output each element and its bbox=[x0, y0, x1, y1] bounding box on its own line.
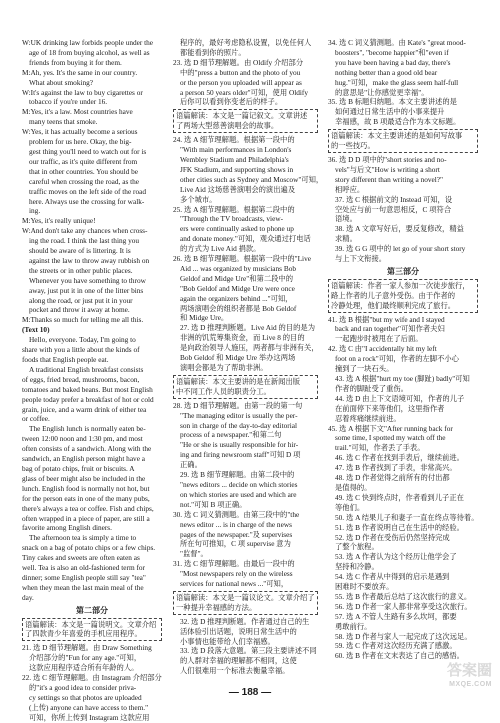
text-line: Whenever you have something to throw bbox=[29, 275, 146, 285]
text-line: Bob Geldof 和 Midge Ure 举办这两场 bbox=[180, 353, 296, 363]
text-line: a person 50 years older"可知，使用 Oldify bbox=[180, 87, 309, 97]
text-line: 幸福感，故 B 项最适合作为本文标题。 bbox=[335, 117, 461, 127]
text-line: Live Aid 这场慈善演唱会的演出遍及 bbox=[180, 184, 296, 194]
text-line: 54. 选 C 作者从中得到的启示是遇到 bbox=[335, 572, 450, 582]
text-line: 多个城市。 bbox=[180, 194, 217, 204]
text-line: "Most newspapers rely on the wireless bbox=[180, 569, 293, 579]
passage-summary-box-a bbox=[22, 618, 162, 642]
text-line: "news editors ... decide on which stories bbox=[180, 479, 298, 489]
text-line: 58. 选 D 作者与家人一起完成了这次远足。 bbox=[335, 631, 472, 641]
text-line: back and ran together"可知作者夫妇 bbox=[335, 324, 445, 334]
text-line: foot on a rock"可知，作者的左脚不小心 bbox=[335, 354, 459, 364]
text-line: Hello, everyone. Today, I'm going to bbox=[29, 335, 136, 345]
text-line: of eggs, fried bread, mushrooms, bacon, bbox=[22, 374, 140, 384]
text-line: away, just put it in one of the litter bins bbox=[29, 285, 144, 295]
text-line: Aid ... was organized by musicians Bob bbox=[180, 263, 296, 273]
text-line: 51. 选 B 作者说明自己在生活中的经验。 bbox=[335, 522, 464, 532]
text-line: 了整个旅程。 bbox=[335, 542, 379, 552]
text-line: the streets or in other public places. bbox=[29, 265, 133, 275]
text-line: 33. 选 D 段落大意题。第三段主要讲述不同 bbox=[180, 646, 317, 656]
text-line: 和 Midge Ure。 bbox=[180, 313, 229, 323]
text-line: hug."可知，make the glass seem half-full bbox=[335, 77, 459, 87]
passage-summary-box-e bbox=[328, 129, 478, 153]
text-line: 作者的脚趾受了重伤。 bbox=[335, 383, 408, 393]
text-line: ing the road. I think the last thing you bbox=[29, 236, 140, 246]
watermark-logo bbox=[422, 664, 492, 694]
answers-24-27 bbox=[173, 135, 324, 373]
summary-line: 语篇解读：作者一家人参加一次徒步旅行， bbox=[331, 280, 470, 290]
column-left bbox=[22, 38, 162, 722]
text-line: 41. 选 B 根据"but my wife and I stayed bbox=[328, 314, 445, 324]
text-line: Tiny cakes and sweets are often eaten as bbox=[22, 553, 140, 563]
text-line: that in other countries. You should be bbox=[29, 166, 139, 176]
text-line: 44. 选 D 由上下文语境可知，作者的儿子 bbox=[335, 393, 465, 403]
text-line: 正确。 bbox=[180, 460, 202, 470]
watermark-text: 答案圈 bbox=[446, 662, 492, 679]
text-line: The English lunch is normally eaten be- bbox=[29, 424, 146, 434]
text-line: 中的"press a button and the photo of you bbox=[180, 67, 301, 77]
text-line: 空处应与前一句意思相反，C 项符合 bbox=[335, 204, 452, 214]
text-line: age of 18 from buying alcohol, as well as bbox=[29, 47, 150, 57]
text-line: 撞到了一块石头。 bbox=[335, 364, 394, 374]
text-line: 60. 选 B 作者在文末表达了自己的感悟。 bbox=[335, 651, 464, 661]
text-line: "The managing editor is usually the per- bbox=[180, 410, 298, 420]
text-line: JFK Stadium, and supporting shows in bbox=[180, 164, 294, 174]
text-line: 36. 选 D D 项中的"short stories and no- bbox=[328, 154, 447, 164]
text-line: Geldof and Midge Ure"和第二段中的 bbox=[180, 273, 294, 283]
text-line: for the person eats in one of the many pubs, bbox=[22, 493, 150, 503]
text-line: 23. 选 D 细节理解题。由 Oldify 介绍部分 bbox=[173, 57, 304, 67]
text-line: glass of beer might also be included in the bbox=[22, 473, 146, 483]
summary-line: 冷静处理，他们最终顺利完成了旅行。 bbox=[331, 300, 456, 310]
text-line: or the person you uploaded will appear as bbox=[180, 77, 302, 87]
text-line: people today prefer a breakfast of hot or cold bbox=[22, 394, 154, 404]
text-line: when they mean the last main meal of the bbox=[22, 582, 144, 592]
text-line: M:Thanks so much for telling me all this. bbox=[22, 315, 144, 325]
text-line: 46. 选 C 作者在找到手表后，继续前进。 bbox=[335, 453, 464, 463]
section-title-part-two: 第二部分 bbox=[76, 605, 108, 615]
text-line: should be aware of is littering. It is bbox=[29, 246, 131, 256]
text-line: 52. 选 D 作者在受伤后仍然坚持完成 bbox=[335, 532, 450, 542]
text-line: trail."可知，作者丢了手表。 bbox=[335, 443, 425, 453]
text-line: ers were continually asked to phone up bbox=[180, 224, 294, 234]
text-line: 程序的，最好考虑隐私设置，以免任何人 bbox=[180, 38, 312, 47]
text-line: 与上下文衔接。 bbox=[335, 254, 387, 264]
text-line: boosters", "become happier"和"even if bbox=[335, 47, 449, 57]
text-line: M:Yes, it's a law. Most countries have bbox=[22, 107, 133, 117]
text-line: 勇敢前行。 bbox=[335, 621, 372, 631]
text-line: 26. 选 B 细节理解题。根据第一段中的"Live bbox=[173, 254, 311, 264]
text-line: careful when crossing the road, as the bbox=[29, 176, 140, 186]
text-line: 39. 选 G G 项中的 let go of your short story bbox=[335, 244, 466, 254]
text-line: lunch. English food is normally not hot, but bbox=[22, 483, 150, 493]
text-line: (上传) anyone can have access to them." bbox=[29, 702, 149, 712]
text-line: ing and firing newsroom staff"可知 D 项 bbox=[180, 450, 301, 460]
text-line: on which stories are used and which are bbox=[180, 489, 297, 499]
passage-summary-box-d bbox=[173, 591, 318, 615]
watermark-url: MXQE.COM bbox=[449, 681, 492, 688]
text-line: 31. 选 C 细节理解题。由最后一段中的 bbox=[173, 559, 295, 569]
text-line: traffic moves on the left side of the road bbox=[29, 186, 146, 196]
text-line: 34. 选 C 词义猜测题。由 Kate's "great mood- bbox=[328, 38, 466, 47]
text-line: 两场演唱会的组织者都是 Bob Geldof bbox=[180, 303, 297, 313]
text-line: 都能看到你的照片。 bbox=[180, 47, 246, 57]
text-line: The afternoon tea is simply a time to bbox=[29, 533, 137, 543]
passage-summary-box-c bbox=[173, 375, 318, 399]
text-line: 相呼应。 bbox=[335, 184, 365, 194]
text-line: 的人群对幸福的理解都不相同，这使 bbox=[180, 656, 297, 666]
text-line: services for national news ..."可知， bbox=[180, 579, 289, 589]
text-line: 人们很难用一个标准去衡量幸福。 bbox=[180, 666, 290, 676]
text-line: 56. 选 D 作者一家人都非常享受这次旅行。 bbox=[335, 601, 472, 611]
text-line: pocket and throw it away at home. bbox=[29, 305, 130, 315]
text-line: well. Tea is also an old-fashioned term for bbox=[22, 563, 145, 573]
text-line: 忍着疼痛继续前进。 bbox=[335, 413, 401, 423]
text-line: 43. 选 A 根据"hurt my toe (脚趾) badly"可知 bbox=[335, 374, 470, 383]
summary-line: 了两场大型慈善演唱会的故事。 bbox=[176, 121, 279, 131]
text-line: 27. 选 D 推理判断题。Live Aid 的目的是为 bbox=[180, 323, 315, 333]
text-line: W:And don't take any chances when cross- bbox=[22, 226, 148, 236]
text-line: tomatoes and baked beans. But most English bbox=[22, 384, 153, 394]
text-line: tween 12:00 noon and 1:30 pm, and most bbox=[22, 434, 143, 444]
text-line: other cities such as Sydney and Moscow"可知， bbox=[180, 174, 324, 184]
text-line: 30. 选 C 词义猜测题。由第三段中的"the bbox=[173, 509, 300, 519]
text-line: (Text 10) bbox=[22, 325, 50, 335]
text-line: 37. 选 C 根据前文的 Instead 可知，设 bbox=[335, 194, 453, 204]
text-line: story different than writing a novel?" bbox=[335, 174, 444, 184]
text-line: 42. 选 C 由"I accidentally hit my left bbox=[328, 344, 437, 354]
text-line: vels"与后文"How is writing a short bbox=[335, 164, 440, 174]
text-line: ing. bbox=[29, 206, 41, 216]
text-line: here. Always use the crossing for walk- bbox=[29, 196, 145, 206]
summary-line: 语篇解读：本文主要讲述的是如何写故事 bbox=[331, 131, 463, 141]
text-line: cy settings so that photos are uploaded bbox=[29, 692, 142, 702]
summary-line: 一种提升幸福感的方法。 bbox=[176, 602, 257, 612]
text-line: often consists of a sandwich. Along with the bbox=[22, 444, 152, 454]
text-line: 35. 选 B 标题归纳题。本文主要讲述的是 bbox=[328, 97, 457, 107]
passage-summary-box-b bbox=[173, 109, 318, 133]
text-line: against the law to throw away rubbish on bbox=[29, 255, 150, 265]
summary-line: 了四款青少年喜爱的手机应用程序。 bbox=[25, 629, 142, 639]
text-line: M:Ah, yes. It's the same in our country. bbox=[22, 67, 138, 77]
text-line: "He or she is usually responsible for hir- bbox=[180, 440, 299, 450]
text-line: 21. 选 D 细节理解题。由 Draw Something bbox=[22, 643, 152, 653]
text-line: pages of the newspaper."及 supervises bbox=[180, 529, 293, 539]
text-line: 困难时不要放弃。 bbox=[335, 582, 394, 592]
text-line: nothing better than a good old bear bbox=[335, 67, 438, 77]
text-line: 59. 选 C 作者对这次经历充满了感激。 bbox=[335, 641, 457, 651]
text-line: or coffee. bbox=[22, 414, 50, 424]
text-line: son in charge of the day-to-day editorial bbox=[180, 420, 297, 430]
text-line: favorite among English diners. bbox=[22, 523, 112, 533]
summary-line: 的一些技巧。 bbox=[331, 141, 375, 151]
text-line: again the organizers behind ..."可知， bbox=[180, 293, 293, 303]
text-line: 49. 选 C 快到终点时，作者看到儿子正在 bbox=[335, 492, 464, 502]
text-line: 求精。 bbox=[335, 234, 357, 244]
text-line: there's always a tea or coffee. Fish and chips, bbox=[22, 503, 154, 513]
summary-line: 语篇解读：本文主要讲的是在新闻出版 bbox=[176, 376, 301, 386]
text-line: 29. 选 B 细节理解题。由第二段中的 bbox=[180, 470, 295, 480]
answers-41-60 bbox=[328, 315, 478, 662]
answers-32-33 bbox=[173, 617, 318, 676]
text-line: tobacco if you're under 16. bbox=[29, 97, 108, 107]
text-line: 演唱会都是为了帮助非洲。 bbox=[180, 363, 268, 372]
text-line: sandwich, an English person might have a bbox=[22, 454, 146, 464]
text-line: 在前面停下来等他们，这里指作者 bbox=[335, 403, 445, 413]
text-line: 32. 选 D 推理判断题。作者通过自己的生 bbox=[180, 616, 310, 626]
text-line: 语境。 bbox=[335, 214, 357, 224]
text-line: not."可知 B 项正确。 bbox=[180, 499, 247, 509]
text-line: many teens that smoke. bbox=[29, 117, 98, 127]
text-line: 57. 选 A 不管人生路有多么坎坷，都要 bbox=[335, 611, 457, 621]
text-line: friends from buying it for them. bbox=[29, 57, 122, 67]
text-line: problem for us here. Okay, the big- bbox=[29, 137, 132, 147]
summary-line: 语篇解读：本文是一篇记叙文。文章讲述 bbox=[176, 111, 308, 121]
text-line: M:Yes, it's really unique! bbox=[22, 216, 96, 226]
answers-34-35 bbox=[328, 38, 478, 127]
text-line: 后你可以看到你变老后的样子。 bbox=[180, 97, 283, 107]
answers-21-23 bbox=[22, 643, 162, 722]
column-right bbox=[328, 38, 478, 682]
text-line: foods that English people eat. bbox=[22, 355, 109, 364]
text-line: 如何通过日常生活中的小事来提升 bbox=[335, 107, 445, 117]
text-line: 的"it's a good idea to consider priva- bbox=[29, 683, 137, 692]
text-line: 一起跑步时被甩在了后面。 bbox=[335, 334, 423, 344]
text-line: often wrapped in a piece of paper, are still a bbox=[22, 513, 150, 523]
page-number: — 188 — bbox=[228, 687, 272, 698]
text-line: and donate money."可知，观众通过打电话 bbox=[180, 234, 311, 244]
text-line: "Bob Geldof and Midge Ure were once bbox=[180, 283, 295, 293]
text-line: bag of potato chips, fruit or biscuits. A bbox=[22, 463, 135, 473]
text-line: 是值得的。 bbox=[335, 482, 372, 492]
text-line: 这款应用程序适合所有年龄的人。 bbox=[29, 663, 139, 673]
text-line: our traffic, as it's quite different from bbox=[29, 156, 138, 166]
text-line: snack on a bag of potato chips or a few chips. bbox=[22, 543, 156, 553]
text-line: "Through the TV broadcasts, view- bbox=[180, 214, 284, 224]
text-line: What about smoking? bbox=[29, 77, 94, 87]
text-line: A traditional English breakfast consists bbox=[29, 364, 144, 374]
text-line: 非洲的饥荒筹集资金，而 Live 8 的目的 bbox=[180, 333, 305, 343]
text-line: 小事情也能带给人们幸福感。 bbox=[180, 636, 275, 646]
text-line: 38. 选 A 文章写好后，要反复修改，精益 bbox=[335, 224, 464, 234]
text-line: gest thing you'll need to watch out for is bbox=[29, 146, 147, 156]
text-line: 坚持和冷静。 bbox=[335, 562, 379, 572]
text-line: W:Yes, it has actually become a serious bbox=[22, 127, 138, 137]
text-line: along the road, or just put it in your bbox=[29, 295, 133, 305]
text-line: 53. 选 A 作者认为这个经历让他学会了 bbox=[335, 552, 457, 562]
passage-summary-box-f bbox=[328, 279, 478, 313]
text-line: 的意思是"让你感觉更幸福"。 bbox=[335, 87, 429, 97]
text-line: process of a newspaper."和第二句 bbox=[180, 430, 282, 440]
text-line: 25. 选 A 细节理解题。根据第二段中的 bbox=[173, 204, 295, 214]
text-line: 22. 选 C 细节理解题。由 Instagram 介绍部分 bbox=[22, 673, 162, 683]
text-line: some time, I spotted my watch off the bbox=[335, 433, 446, 443]
text-line: news editor ... is in charge of the news bbox=[180, 519, 292, 529]
text-line: 的方式为 Live Aid 捐款。 bbox=[180, 244, 261, 254]
text-line: 55. 选 B 作者最后总结了这次旅行的意义。 bbox=[335, 591, 472, 601]
text-line: 活体验引出话题，说明日常生活中的 bbox=[180, 626, 297, 636]
summary-line: 语篇解读：本文是一篇议论文。文章介绍了 bbox=[176, 592, 315, 602]
summary-line: 路上作者的儿子意外受伤。由于作者的 bbox=[331, 290, 456, 300]
text-line: 可知，你所上传到 Instagram 这款应用 bbox=[29, 712, 150, 722]
section-title-part-three: 第三部分 bbox=[387, 266, 419, 276]
text-line: 是向政治领导人施压，两者都与非洲有关， bbox=[180, 343, 319, 353]
dialogue-and-text-10 bbox=[22, 38, 162, 603]
text-line: grain, juice, and a warm drink of either tea bbox=[22, 404, 147, 414]
text-line: you have been having a bad day, there's bbox=[335, 57, 451, 67]
answers-28-31 bbox=[173, 401, 318, 589]
text-line: "With main performances in London's bbox=[180, 145, 292, 155]
column-middle bbox=[173, 38, 324, 682]
text-line: 47. 选 B 作者找到了手表，非常高兴。 bbox=[335, 463, 457, 473]
text-line: 24. 选 A 细节理解题。根据第一段中的 bbox=[173, 135, 295, 145]
text-line: day. bbox=[22, 592, 34, 602]
text-line: 48. 选 D 作者觉得之前所有的付出都 bbox=[335, 473, 450, 483]
text-line: "监督"。 bbox=[180, 549, 208, 559]
answers-36-39 bbox=[328, 155, 478, 264]
text-line: 所在句可推知，C 项 supervise 意为 bbox=[180, 539, 291, 549]
text-line: 28. 选 D 细节理解题。由第一段的第一句 bbox=[173, 400, 303, 410]
text-line: W:UK drinking law forbids people under the bbox=[22, 38, 154, 47]
summary-line: 语篇解读：本文是一篇说明文。文章介绍 bbox=[25, 619, 157, 629]
text-line: W:It's against the law to buy cigarettes or bbox=[22, 87, 143, 97]
text-line: 介绍部分的"Fun for any age."可知， bbox=[29, 653, 142, 663]
answers-a-continued bbox=[173, 38, 318, 107]
text-line: 50. 选 A 结果儿子和妻子一直在终点等待着。 bbox=[335, 512, 479, 522]
text-line: 等他们。 bbox=[335, 502, 365, 512]
text-line: 45. 选 A 根据下文"After running back for bbox=[328, 423, 453, 433]
text-line: share with you a little about the kinds of bbox=[22, 345, 140, 355]
text-line: Wembley Stadium and Philadelphia's bbox=[180, 154, 289, 164]
summary-line: 中不同工作人员的职责分工。 bbox=[176, 386, 271, 396]
text-line: dinner; some English people still say "tea" bbox=[22, 572, 146, 582]
